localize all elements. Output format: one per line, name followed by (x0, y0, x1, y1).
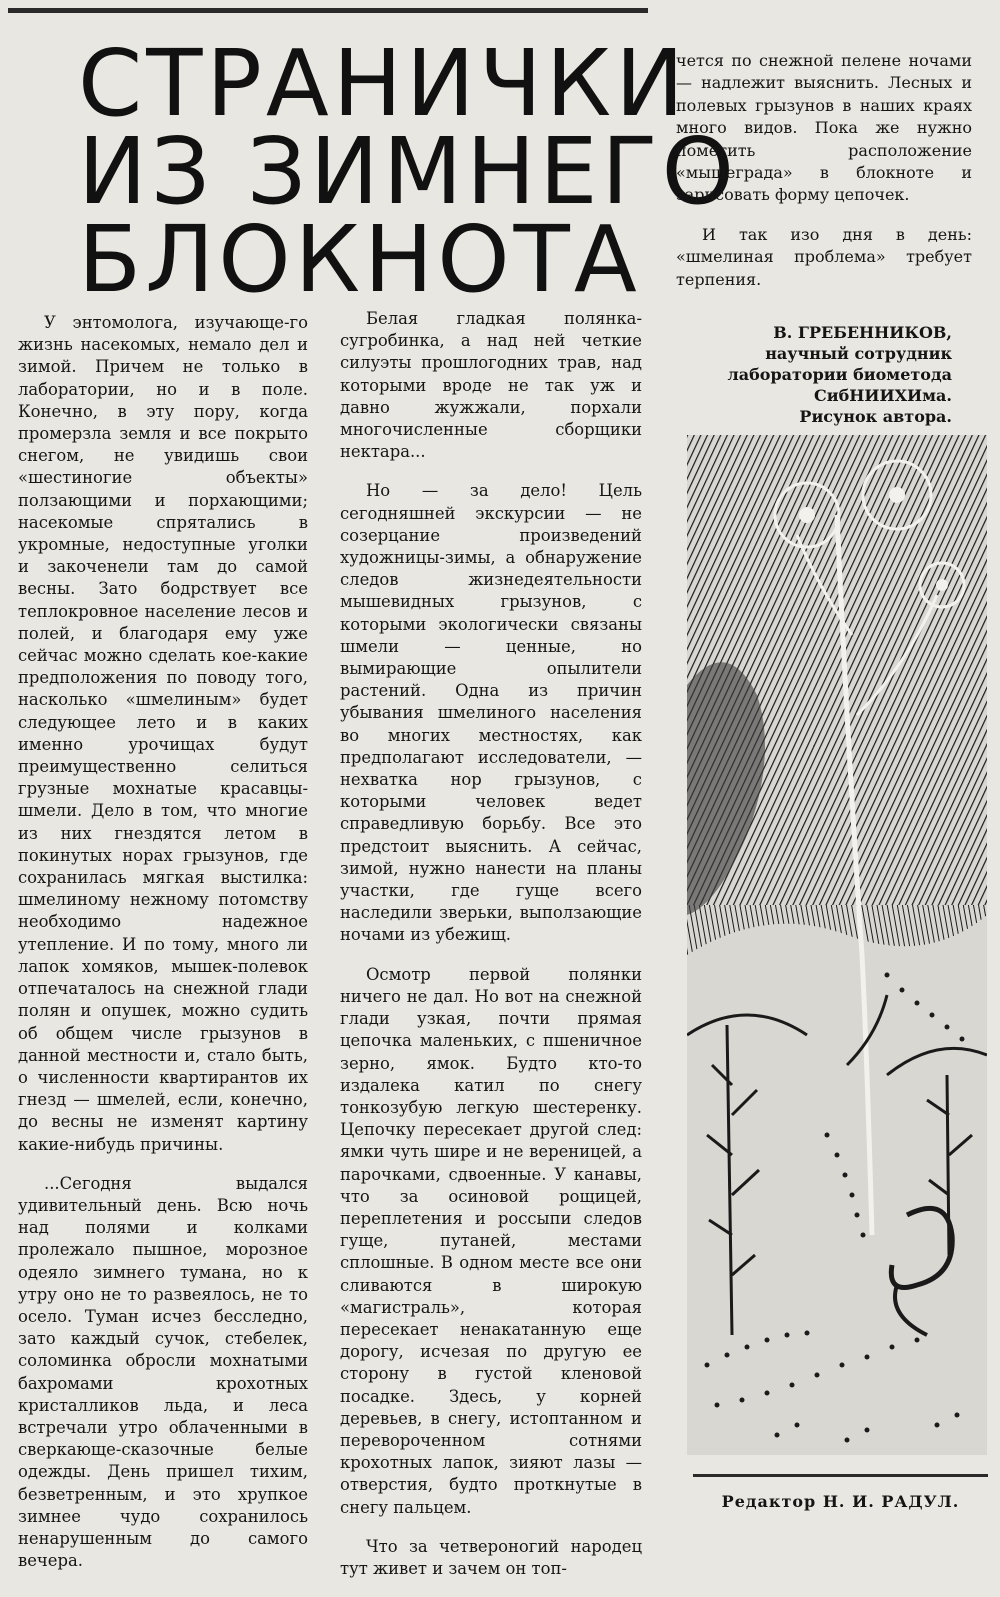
article-column-2 (340, 308, 642, 1597)
author-position: научный сотрудник (765, 344, 952, 363)
headline-line-2: ИЗ ЗИМНЕГО (78, 118, 739, 225)
paragraph: ...Сегодня выдался удивительный день. Всю ночь над полями и колками пролежало пышное, морозное одеяло зимнего тумана, но к утру оно не то развеялось, не то осело. Туман исчез бесследно, зато каждый сучок, стебелек, соломинка обросли мохнатыми бахромами крохотных кристалликов льда, и леса встречали утро облаченными в сверкающе-сказочные белые одежды. День пришел тихим, безветренным, и это хрупкое зимнее чудо сохранилось ненарушенным до самого вечера. (18, 1173, 308, 1571)
paragraph: Но — за дело! Цель сегодняшней экскурсии — не созерцание произведений художницы-зимы, а обнаружение следов жизнедеятельности мышевидных грызунов, с которыми экологически связаны шмели — ценные, но вымирающие опылители растений. Одна из причин убывания шмелиного населения во многих местностях, как предполагают исследователи, — нехватка нор грызунов, с которыми человек ведет справедливую борьбу. Все это предстоит выяснить. А сейчас, зимой, нужно нанести на планы участки, где гуще всего наследили зверьки, выползающие ночами из убежищ. (340, 481, 642, 945)
author-name: В. ГРЕБЕННИКОВ, (773, 323, 952, 342)
headline-line-3: БЛОКНОТА (78, 206, 641, 313)
paragraph: чется по снежной пелене ночами — надлежит выяснить. Лесных и полевых грызунов в наших краях много видов. Пока же нужно пометить расположение «мышеграда» в блокноте и зарисовать форму цепочек. (676, 51, 972, 205)
paragraph: И так изо дня в день: «шмелиная проблема» требует терпения. (676, 224, 972, 289)
headline-line-1: СТРАНИЧКИ (78, 30, 689, 137)
editor-credit: Редактор Н. И. РАДУЛ. (721, 1492, 960, 1511)
illustration-credit: Рисунок автора. (799, 407, 952, 426)
author-institution: СибНИИХИма. (814, 386, 952, 405)
author-signature (700, 322, 952, 427)
winter-illustration (687, 435, 987, 1455)
headline (78, 30, 739, 313)
bottom-rule (693, 1474, 988, 1477)
author-lab: лаборатории биометода (727, 365, 952, 384)
paragraph: Белая гладкая полянка-сугробинка, а над ней четкие силуэты прошлогодних трав, над которыми вроде не так уж и давно жужжали, порхали многочисленные сборщики нектара... (340, 309, 642, 462)
top-rule (8, 8, 648, 13)
article-column-1 (18, 312, 308, 1589)
paragraph: У энтомолога, изучающе-го жизнь насекомых, немало дел и зимой. Причем не только в лаборатории, но и в поле. Конечно, в эту пору, когда промерзла земля и все покрыто снегом, не увидишь свои «шестиногие объекты» ползающими и порхающими; насекомые спрятались в укромные, недоступные уголки и закоченели там до самой весны. Зато бодрствует все теплокровное население лесов и полей, и благодаря ему уже сейчас можно сделать кое-какие предположения по поводу того, насколько «шмелиным» будет следующее лето и в каких именно урочищах будут преимущественно селиться грузные мохнатые красавцы-шмели. Дело в том, что многие из них гнездятся летом в покинутых норах грызунов, где сохранилась мягкая выстилка: шмелиному нежному потомству необходимо надежное утепление. И по тому, много ли лапок хомяков, мышек-полевок отпечаталось на снежной глади полян и опушек, можно судить об общем числе грызунов в данной местности и, стало быть, о численности квартирантов их гнезд — шмелей, если, конечно, до весны не изменят картину какие-нибудь причины. (18, 313, 308, 1154)
paragraph: Что за четвероногий народец тут живет и зачем он топ- (340, 1536, 642, 1578)
paragraph: Осмотр первой полянки ничего не дал. Но вот на снежной глади узкая, почти прямая цепочка маленьких, с пшеничное зерно, ямок. Будто кто-то издалека катил по снегу тонкозубую легкую шестеренку. Цепочку пересекает другой след: ямки чуть шире и не вереницей, а парочками, сдвоенные. У канавы, что за осиновой рощицей, переплетения и россыпи следов гуще, путаней, местами сплошные. В одном месте все они сливаются в широкую «магистраль», которая пересекает ненакатанную еще дорогу, исчезая по другую ее сторону в густой кленовой посадке. Здесь, у корней деревьев, в снегу, истоптанном и перевороченном сотнями крохотных лапок, зияют лазы — отверстия, будто проткнутые в снегу пальцем. (340, 964, 642, 1517)
article-column-3 (676, 50, 972, 308)
